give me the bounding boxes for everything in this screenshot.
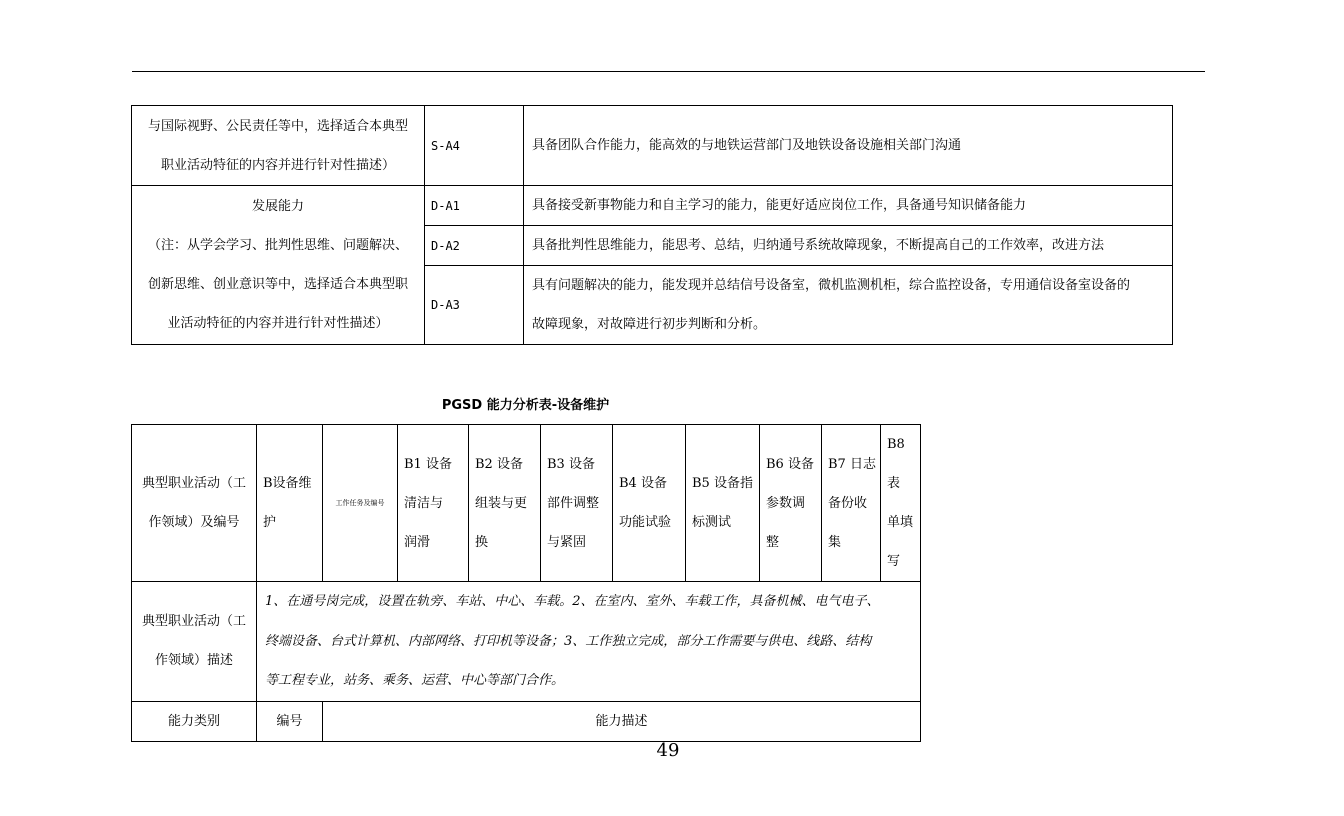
code-cell: D-A1 xyxy=(425,186,524,226)
label-text: 典型职业活动（工 xyxy=(141,614,246,630)
category-text: 业活动特征的内容并进行针对性描述） xyxy=(167,316,389,331)
label-text: 典型职业活动（工 xyxy=(141,476,246,491)
category-title: 发展能力 xyxy=(251,199,304,214)
label-text: 护 xyxy=(263,515,277,530)
table-row xyxy=(132,106,1173,186)
code-cell: S-A4 xyxy=(425,106,524,186)
code-cell: D-A2 xyxy=(425,226,524,266)
task-text: 写 xyxy=(887,554,901,569)
task-text: B3 设备 xyxy=(547,456,595,472)
task-text: B1 设备 xyxy=(404,456,452,472)
description-cell: 具备团队合作能力，能高效的与地铁运营部门及地铁设备设施相关部门沟通 xyxy=(524,106,1173,186)
description-text: 具有问题解决的能力，能发现并总结信号设备室，微机监测机柜，综合监控设备，专用通信设备室设备的 xyxy=(532,278,1131,293)
description-text: 1、在通号岗完成，设置在轨旁、车站、中心、车载。2、在室内、室外、车载工作，具备机械、电气电子、 xyxy=(265,594,880,609)
task-text: 与紧固 xyxy=(547,534,587,550)
description-cell xyxy=(524,266,1173,345)
task-text: 整 xyxy=(766,534,780,550)
activity-label-cell xyxy=(132,425,257,582)
description-text: 故障现象，对故障进行初步判断和分析。 xyxy=(532,317,767,332)
task-cell xyxy=(541,425,613,582)
description-cell: 具备接受新事物能力和自主学习的能力，能更好适应岗位工作，具备通号知识储备能力 xyxy=(524,186,1173,226)
category-cell xyxy=(132,186,425,345)
description-text: 终端设备、台式计算机、内部网络、打印机等设备；3、工作独立完成，部分工作需要与供电、线路、结构 xyxy=(265,633,872,649)
task-cell xyxy=(398,425,469,582)
task-cell xyxy=(469,425,541,582)
task-cell xyxy=(686,425,760,582)
task-text: 标测试 xyxy=(692,515,732,530)
label-text: 作领域）及编号 xyxy=(148,515,240,530)
task-text: B4 设备 xyxy=(619,476,667,491)
task-text: B7 日志 xyxy=(828,456,876,472)
task-cell xyxy=(613,425,686,582)
table-row xyxy=(132,425,921,582)
page-number: 49 xyxy=(656,740,680,761)
task-cell xyxy=(822,425,881,582)
category-text: （注：从学会学习、批判性思维、问题解决、 xyxy=(147,238,408,253)
code-cell: D-A3 xyxy=(425,266,524,345)
header-description: 能力描述 xyxy=(323,701,921,741)
category-text: 与国际视野、公民责任等中，选择适合本典型 xyxy=(147,118,408,134)
category-text: 创新思维、创业意识等中，选择适合本典型职 xyxy=(147,277,408,292)
task-text: 润滑 xyxy=(404,534,431,550)
table-row xyxy=(132,701,921,741)
description-cell: 具备批判性思维能力，能思考、总结，归纳通号系统故障现象，不断提高自己的工作效率，改进方法 xyxy=(524,226,1173,266)
task-text: 集 xyxy=(828,534,842,550)
task-text: B8 表 xyxy=(887,437,905,491)
task-cell xyxy=(881,425,921,582)
description-text: 等工程专业，站务、乘务、运营、中心等部门合作。 xyxy=(265,673,565,688)
header-category: 能力类别 xyxy=(132,701,257,741)
task-text: 单填 xyxy=(887,515,914,530)
table-title: PGSD 能力分析表-设备维护 xyxy=(441,398,610,413)
task-text: 参数调 xyxy=(766,495,806,511)
task-text: B5 设备指 xyxy=(692,476,753,491)
header-rule xyxy=(132,71,1205,72)
description-label-cell xyxy=(132,582,257,702)
task-text: 备份收 xyxy=(828,495,868,511)
task-text: B2 设备 xyxy=(475,456,523,472)
activity-description-cell xyxy=(257,582,921,702)
task-label-cell: 工作任务及编号 xyxy=(323,425,398,582)
category-cell xyxy=(132,106,425,186)
task-text: 部件调整 xyxy=(547,495,600,511)
task-text: 功能试验 xyxy=(619,515,672,530)
activity-code-cell xyxy=(257,425,323,582)
task-text: 换 xyxy=(475,534,489,550)
table-row xyxy=(132,582,921,702)
table-row xyxy=(132,186,1173,226)
category-text: 职业活动特征的内容并进行针对性描述） xyxy=(160,157,395,173)
label-text: 作领域）描述 xyxy=(154,653,233,669)
competency-table-continued xyxy=(131,105,1173,345)
task-text: 组装与更 xyxy=(475,495,528,511)
pgsd-analysis-table xyxy=(131,424,921,742)
task-text: B6 设备 xyxy=(766,456,814,472)
task-cell xyxy=(760,425,822,582)
task-text: 清洁与 xyxy=(404,495,444,511)
header-code: 编号 xyxy=(257,701,323,741)
label-text: B设备维 xyxy=(263,476,312,491)
